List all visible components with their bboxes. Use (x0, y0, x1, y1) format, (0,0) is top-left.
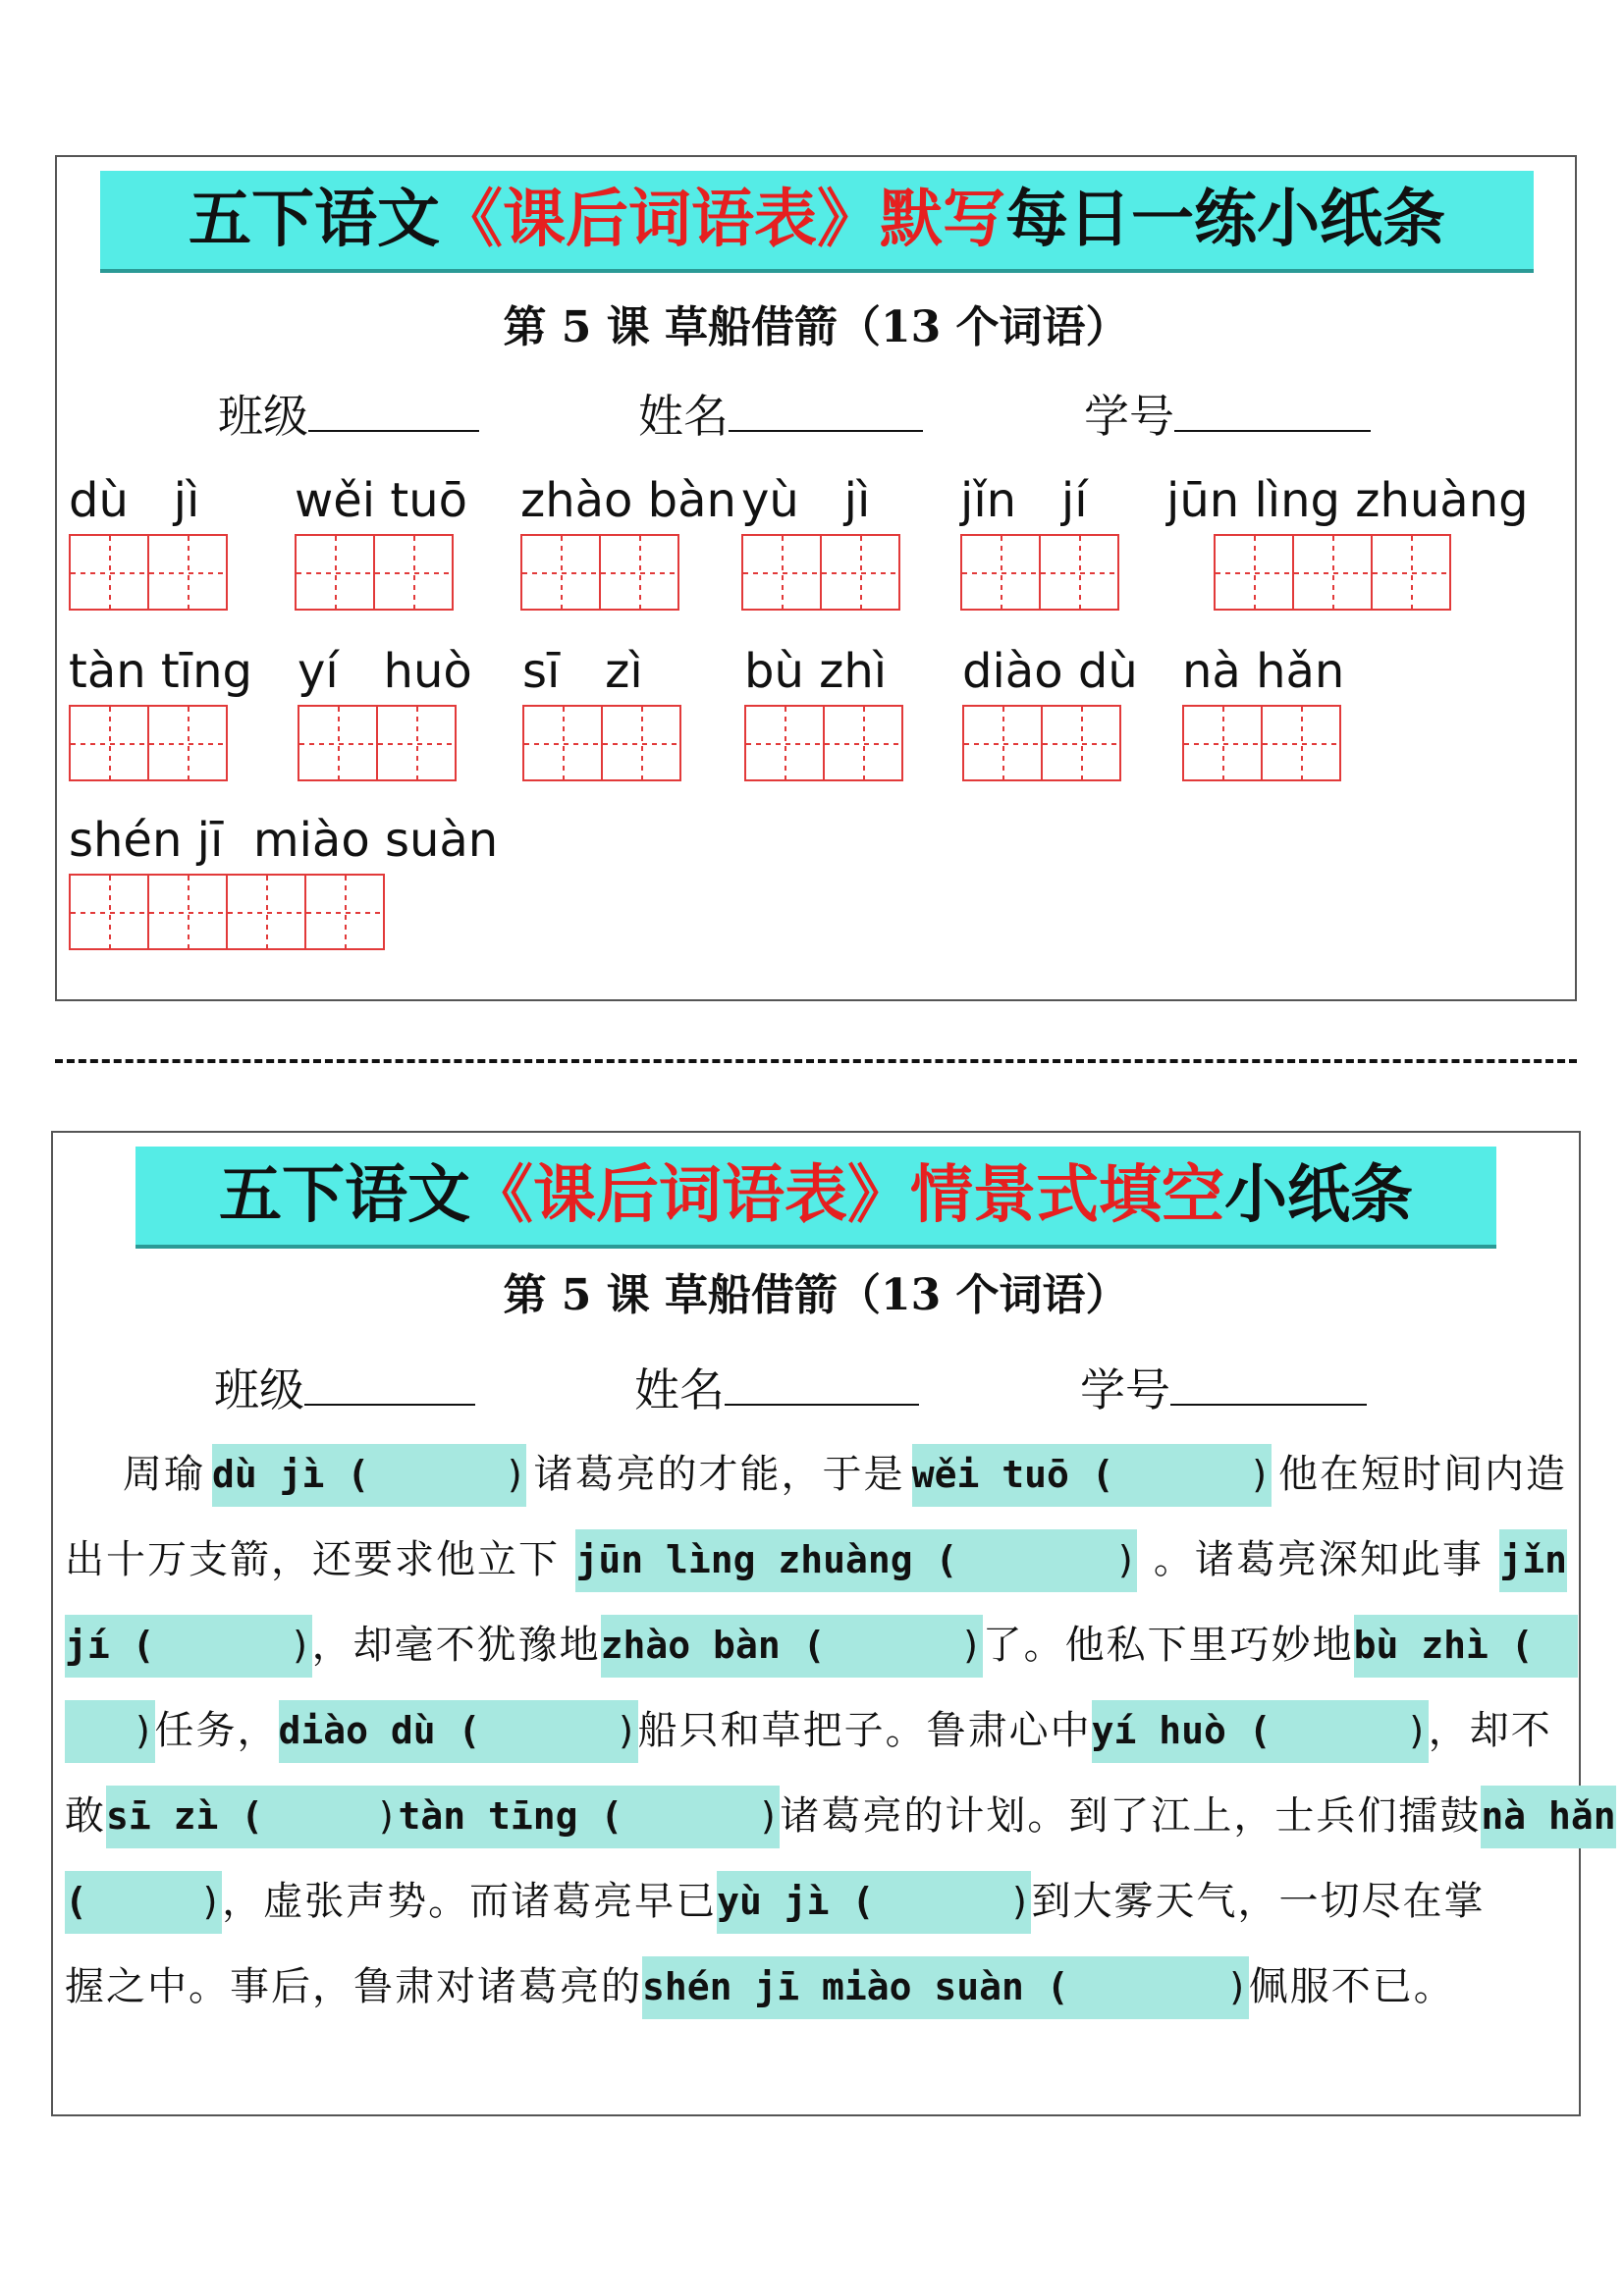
blank-pinyin: nà hǎn (1481, 1794, 1616, 1838)
word-item (1166, 471, 1529, 611)
sheet-title (100, 171, 1534, 273)
blank-pinyin: yí huò ( (1091, 1709, 1272, 1752)
name-field[interactable] (634, 1361, 919, 1419)
writing-grid[interactable] (295, 534, 467, 611)
word-item (69, 471, 226, 611)
answer-space[interactable]: ) (957, 1538, 1138, 1581)
tianzige-cell[interactable] (147, 705, 228, 781)
word-pinyin: bù zhì (744, 644, 888, 699)
blank-pinyin: ( (65, 1880, 87, 1923)
word-item (522, 642, 679, 781)
blank-pinyin: bù zhì ( (1353, 1624, 1534, 1667)
dictation-sheet (55, 155, 1577, 1001)
story-text: 佩服不已。 (1248, 1964, 1455, 2009)
story-text: 。诸葛亮深知此事 (1153, 1537, 1484, 1582)
name-blank[interactable] (725, 1361, 919, 1406)
tianzige-cell[interactable] (1292, 534, 1373, 611)
blank-pinyin: diào dù ( (278, 1709, 481, 1752)
title-part-red: 《课后词语表》情景式填空 (470, 1159, 1224, 1232)
tianzige-cell[interactable] (520, 534, 601, 611)
fill-blank[interactable] (398, 1786, 780, 1848)
tianzige-cell[interactable] (1261, 705, 1341, 781)
blank-pinyin: jí ( (65, 1624, 155, 1667)
answer-space[interactable]: ) (154, 1624, 312, 1667)
story-text: 船只和草把子。鲁肃心中 (637, 1708, 1092, 1753)
answer-space[interactable]: ) (1068, 1965, 1249, 2008)
answer-space[interactable]: ) (65, 1709, 155, 1752)
title-part: 每日一练小纸条 (1005, 184, 1445, 256)
writing-grid[interactable] (520, 534, 736, 611)
story-text: 他在短时间内造 (1277, 1452, 1567, 1497)
fill-blank[interactable] (65, 1871, 222, 1934)
writing-grid[interactable] (1214, 534, 1529, 611)
title-part: 五下语文 (189, 184, 440, 256)
tianzige-cell[interactable] (298, 705, 378, 781)
paragraph-line (65, 1432, 1567, 1518)
writing-grid[interactable] (1182, 705, 1344, 781)
word-item (520, 471, 736, 611)
word-item (744, 642, 901, 781)
fill-blank[interactable] (1354, 1615, 1579, 1678)
writing-grid[interactable] (69, 705, 252, 781)
class-field[interactable] (214, 1361, 475, 1419)
writing-grid[interactable] (741, 534, 898, 611)
id-field[interactable] (1084, 387, 1371, 446)
word-pinyin: jūn lìng zhuàng (1166, 473, 1529, 528)
tianzige-cell[interactable] (226, 874, 306, 950)
fill-blank[interactable] (65, 1700, 155, 1763)
paragraph-line (65, 1945, 1567, 2030)
story-text: 出十万支箭，还要求他立下 (65, 1537, 560, 1582)
word-pinyin: tàn tīng (69, 644, 252, 699)
fill-blank[interactable] (106, 1786, 398, 1848)
word-item (962, 642, 1138, 781)
id-field[interactable] (1080, 1361, 1367, 1419)
id-blank[interactable] (1170, 1361, 1367, 1406)
fill-blank[interactable] (279, 1700, 638, 1763)
class-blank[interactable] (304, 1361, 475, 1406)
name-field[interactable] (638, 387, 923, 446)
name-blank[interactable] (729, 387, 923, 432)
class-field[interactable] (218, 387, 479, 446)
story-text: 周瑜 (65, 1452, 205, 1497)
answer-space[interactable]: ) (369, 1453, 527, 1496)
word-pinyin: yù jì (741, 473, 871, 528)
blank-pinyin: yù jì ( (717, 1880, 875, 1923)
story-text: 诸葛亮的才能，于是 (533, 1452, 905, 1497)
blank-pinyin: zhào bàn ( (600, 1624, 826, 1667)
word-pinyin: zhào bàn (520, 473, 736, 528)
word-item (69, 811, 498, 950)
tianzige-cell[interactable] (1214, 534, 1294, 611)
tianzige-cell[interactable] (69, 874, 149, 950)
id-blank[interactable] (1174, 387, 1371, 432)
word-pinyin: wěi tuō (295, 473, 467, 528)
name-label: 姓名 (634, 1363, 725, 1416)
fill-blank[interactable] (912, 1444, 1272, 1507)
word-item (298, 642, 472, 781)
paragraph-line (65, 1603, 1567, 1688)
word-pinyin: jǐn jí (960, 473, 1088, 528)
word-pinyin: diào dù (962, 644, 1138, 699)
writing-grid[interactable] (744, 705, 901, 781)
title-part: 五下语文 (219, 1159, 470, 1232)
tianzige-cell[interactable] (962, 705, 1043, 781)
tianzige-cell[interactable] (601, 705, 681, 781)
tianzige-cell[interactable] (744, 705, 825, 781)
story-text: ，虚张声势。而诸葛亮早已 (222, 1879, 718, 1924)
tianzige-cell[interactable] (1039, 534, 1119, 611)
tianzige-cell[interactable] (960, 534, 1041, 611)
word-item (741, 471, 898, 611)
word-item (69, 642, 252, 781)
answer-space[interactable]: ) (480, 1709, 638, 1752)
tianzige-cell[interactable] (741, 534, 822, 611)
writing-grid[interactable] (962, 705, 1138, 781)
title-part-red: 《课后词语表》默写 (440, 184, 1005, 256)
story-text: 握之中。事后，鲁肃对诸葛亮的 (65, 1964, 642, 2009)
writing-grid[interactable] (960, 534, 1117, 611)
story-text: 了。他私下里巧妙地 (982, 1623, 1354, 1668)
tianzige-cell[interactable] (69, 534, 149, 611)
story-text: ，却毫不犹豫地 (311, 1623, 601, 1668)
answer-space[interactable]: ) (86, 1880, 223, 1923)
fill-blank[interactable] (212, 1444, 526, 1507)
answer-space[interactable]: ) (874, 1880, 1032, 1923)
paragraph-line (65, 1518, 1567, 1603)
story-paragraph (65, 1432, 1616, 2030)
paragraph-line (65, 1859, 1567, 1945)
tianzige-cell[interactable] (304, 874, 385, 950)
word-item (295, 471, 467, 611)
blank-pinyin: jǐn (1499, 1538, 1567, 1581)
tianzige-cell[interactable] (295, 534, 375, 611)
fill-in-sheet (51, 1131, 1616, 2116)
word-pinyin: dù jì (69, 473, 200, 528)
answer-space[interactable]: ) (623, 1794, 781, 1838)
story-text: ，却不 (1428, 1708, 1552, 1753)
answer-space[interactable] (1534, 1603, 1579, 1688)
paragraph-line (65, 1688, 1567, 1774)
story-text: 到大雾天气，一切尽在掌 (1031, 1879, 1486, 1924)
id-label: 学号 (1080, 1363, 1170, 1416)
paragraph-line (65, 1774, 1616, 1859)
fill-blank[interactable] (1499, 1529, 1567, 1592)
sheet-title (135, 1147, 1496, 1249)
fill-blank[interactable] (1481, 1786, 1615, 1848)
tianzige-cell[interactable] (820, 534, 900, 611)
class-blank[interactable] (308, 387, 479, 432)
word-pinyin: sī zì (522, 644, 643, 699)
class-label: 班级 (214, 1363, 304, 1416)
writing-grid[interactable] (298, 705, 472, 781)
tianzige-cell[interactable] (1041, 705, 1121, 781)
writing-grid[interactable] (522, 705, 679, 781)
cut-line-divider (55, 1059, 1577, 1063)
story-text: 敢 (65, 1793, 106, 1839)
answer-space[interactable]: ) (825, 1624, 983, 1667)
title-part: 小纸条 (1224, 1159, 1413, 1232)
tianzige-cell[interactable] (1371, 534, 1451, 611)
fill-blank[interactable] (1092, 1700, 1429, 1763)
lesson-heading: 第 5 课 草船借箭（13 个词语） (503, 302, 1129, 352)
tianzige-cell[interactable] (522, 705, 603, 781)
blank-pinyin: shén jī miào suàn ( (642, 1965, 1069, 2008)
fill-blank[interactable] (642, 1956, 1249, 2019)
writing-grid[interactable] (69, 874, 498, 950)
word-pinyin: shén jī miào suàn (69, 813, 499, 868)
lesson-heading: 第 5 课 草船借箭（13 个词语） (503, 1270, 1129, 1320)
word-pinyin: nà hǎn (1182, 644, 1345, 699)
tianzige-cell[interactable] (376, 705, 457, 781)
class-label: 班级 (218, 390, 308, 443)
tianzige-cell[interactable] (373, 534, 454, 611)
tianzige-cell[interactable] (1182, 705, 1263, 781)
blank-pinyin: wěi tuō ( (911, 1453, 1114, 1496)
blank-pinyin: sī zì ( (106, 1794, 264, 1838)
story-text: 任务， (154, 1708, 279, 1753)
tianzige-cell[interactable] (69, 705, 149, 781)
answer-space[interactable]: ) (1271, 1709, 1429, 1752)
fill-blank[interactable] (601, 1615, 983, 1678)
word-pinyin: yí huò (298, 644, 472, 699)
answer-space[interactable]: ) (263, 1794, 399, 1838)
writing-grid[interactable] (69, 534, 226, 611)
tianzige-cell[interactable] (147, 874, 228, 950)
blank-pinyin: dù jì ( (212, 1453, 370, 1496)
answer-space[interactable]: ) (1113, 1453, 1272, 1496)
blank-pinyin: jūn lìng zhuàng ( (575, 1538, 958, 1581)
fill-blank[interactable] (65, 1615, 312, 1678)
blank-pinyin: tàn tīng ( (398, 1794, 623, 1838)
fill-blank[interactable] (575, 1529, 1137, 1592)
fill-blank[interactable] (717, 1871, 1031, 1934)
word-item (1182, 642, 1344, 781)
name-label: 姓名 (638, 390, 729, 443)
id-label: 学号 (1084, 390, 1174, 443)
tianzige-cell[interactable] (599, 534, 679, 611)
tianzige-cell[interactable] (147, 534, 228, 611)
tianzige-cell[interactable] (823, 705, 903, 781)
word-item (960, 471, 1117, 611)
story-text: 诸葛亮的计划。到了江上，士兵们擂鼓 (780, 1793, 1482, 1839)
